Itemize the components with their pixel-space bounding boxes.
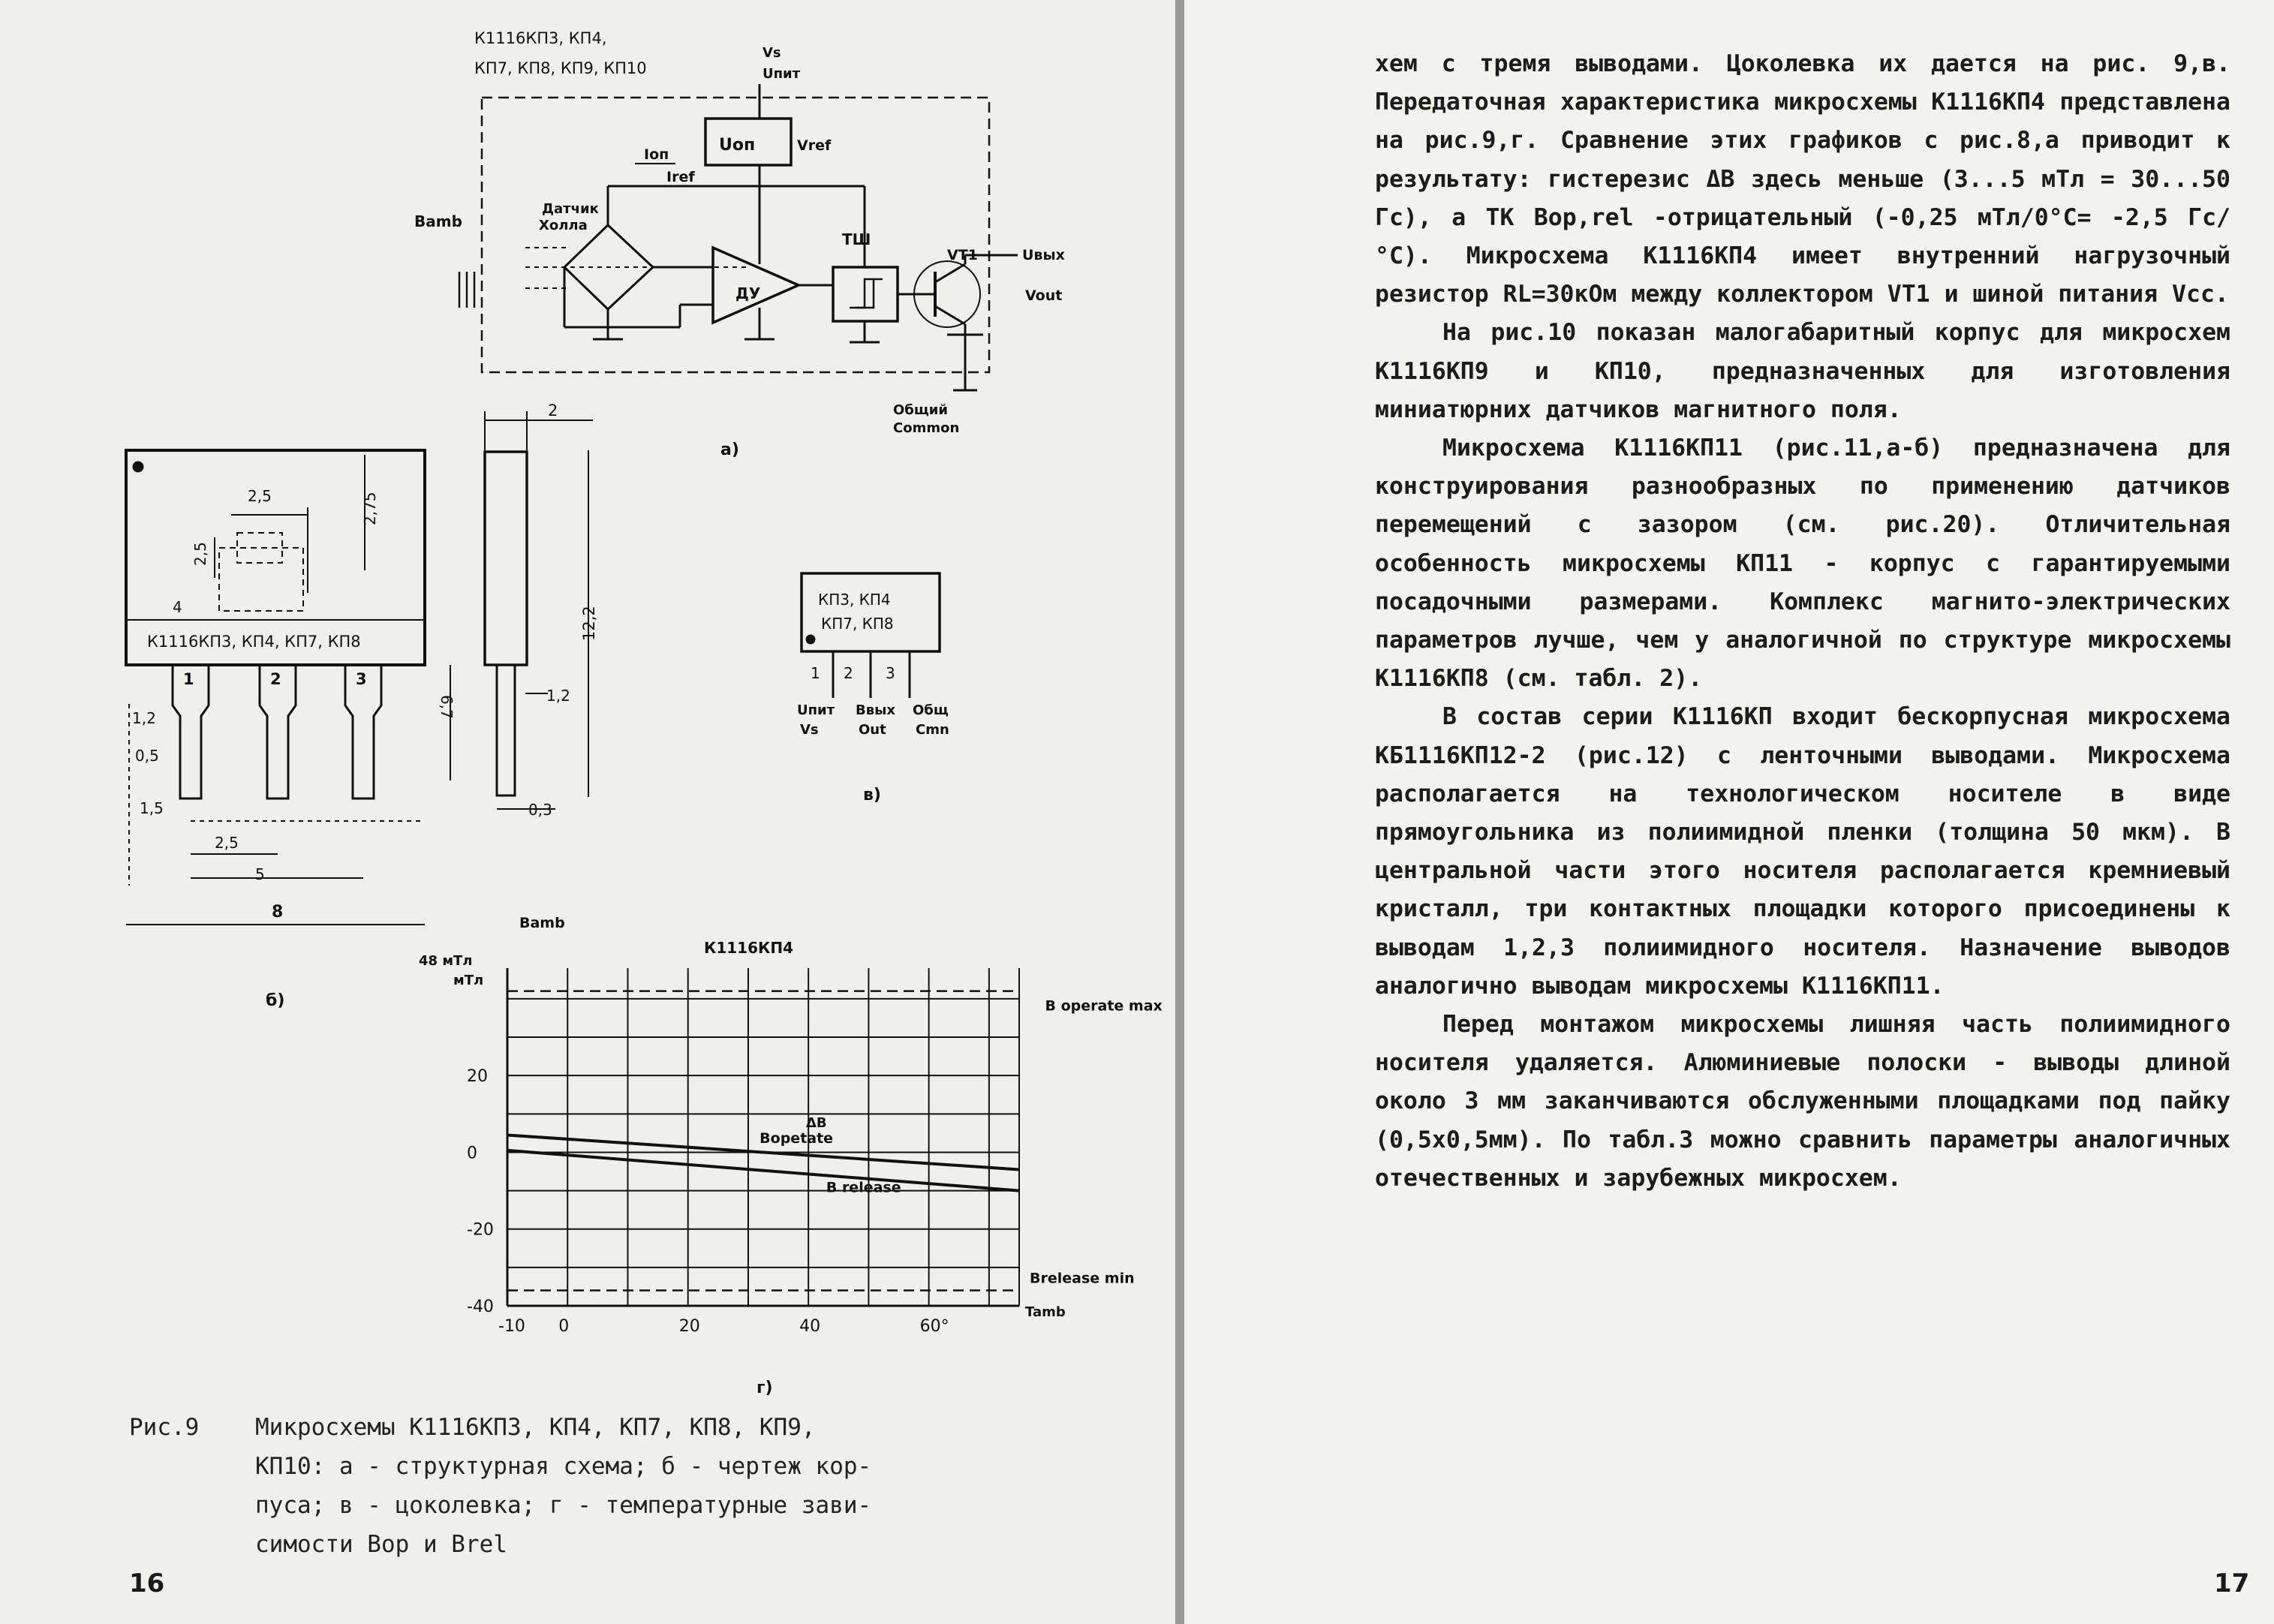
fig-v-p3-ru: Общ bbox=[913, 702, 949, 718]
chart-series-label: B operate max bbox=[1045, 997, 1163, 1015]
chart-y-unit-2: мТл bbox=[453, 973, 484, 988]
fig-v-p2-en: Out bbox=[859, 722, 886, 738]
fig-b-part-label: К1116КП3, КП4, КП7, КП8 bbox=[147, 633, 361, 651]
fig-a-iref: Iref bbox=[666, 169, 695, 185]
paragraph-5: Перед монтажом микросхемы лишняя часть полиимидного носителя удаляется. Алюминиевые полоски - выводы длиной около 3 мм заканчиваются обслуженными площадками под пайку (0,5х0,5мм). По табл.3 можно сравнить параметры аналогичных отечественных и зарубежных микросхем. bbox=[1375, 1011, 2230, 1192]
chart-x-tick-label: -10 bbox=[498, 1317, 525, 1336]
fig-v-p3-en: Cmn bbox=[916, 722, 949, 738]
fig-a-uvyh: Uвых bbox=[1022, 247, 1065, 263]
fig-b-dim-2: 2 bbox=[548, 401, 558, 420]
page-number-left: 16 bbox=[129, 1568, 165, 1598]
paragraph-2: На рис.10 показан малогабаритный корпус для микросхем К1116КП9 и КП10, предназначенных для изготовления миниатюрних датчиков магнитного поля. bbox=[1375, 319, 2230, 423]
chart-y-tick-label: -20 bbox=[467, 1220, 494, 1240]
fig-a-header-2: КП7, КП8, КП9, КП10 bbox=[474, 59, 647, 77]
chart-y-tick-label: -40 bbox=[467, 1298, 494, 1316]
paragraph-3: Микросхема К1116КП11 (рис.11,а-б) предназначена для конструирования разнообразных по применению датчиков перемещений с зазором (см. рис.20). Отличительная особенность микросхемы КП11 - корпус с гарантируемыми посадочными размерами. Комплекс магнито-электрических параметров лучше, чем у аналогичной по структуре микросхемы К1116КП8 (см. табл. 2). bbox=[1375, 435, 2230, 693]
fig-b-dim-1-5: 1,5 bbox=[140, 799, 164, 817]
chart-ylabel: Bamb bbox=[519, 915, 565, 931]
fig-b-dim-1-2-b: 1,2 bbox=[546, 687, 570, 705]
fig-b-dim-2-5-c: 2,5 bbox=[215, 834, 239, 852]
caption-line-2: КП10: а - структурная схема; б - чертеж кор- bbox=[255, 1453, 872, 1480]
fig-a-scheme bbox=[414, 29, 1065, 459]
fig-b-dim-4: 4 bbox=[173, 598, 182, 616]
fig-b-dim-12-2: 12,2 bbox=[580, 606, 598, 641]
fig-a-common-ru: Общий bbox=[893, 402, 948, 418]
fig-a-du: ДУ bbox=[735, 284, 761, 302]
caption-line-1: Микросхемы К1116КП3, КП4, КП7, КП8, КП9, bbox=[255, 1414, 816, 1441]
chart-x-tick-label: 0 bbox=[558, 1317, 570, 1336]
fig-v-pin-2: 2 bbox=[844, 664, 853, 682]
fig-v-sub-label: в) bbox=[863, 786, 881, 804]
fig-b-dim-5: 5 bbox=[255, 865, 265, 883]
right-page bbox=[1184, 0, 2274, 1624]
fig-v-p1-ru: Uпит bbox=[797, 702, 835, 718]
fig-b-dim-2-75: 2,75 bbox=[361, 492, 379, 525]
right-page-text bbox=[1375, 45, 2230, 1198]
fig-b-pin-1-label: 1 bbox=[183, 670, 194, 688]
fig-a-bamb: Bamb bbox=[414, 212, 462, 230]
fig-b-side-view bbox=[485, 452, 527, 665]
book-gutter bbox=[1175, 0, 1184, 1624]
chart-series-b-release bbox=[507, 1150, 1019, 1191]
fig-v-line-1: КП3, КП4 bbox=[818, 591, 891, 609]
fig-b-dim-1-2-a: 1,2 bbox=[132, 709, 156, 727]
fig-b-dim-b: 8 bbox=[272, 903, 284, 922]
chart-series-label: Brelease min bbox=[1030, 1270, 1135, 1287]
chart-series-label: B release bbox=[826, 1179, 901, 1196]
fig-v-body bbox=[802, 573, 940, 651]
chart-y-tick-label: 0 bbox=[467, 1144, 477, 1163]
fig-a-upit: Uпит bbox=[763, 66, 801, 82]
fig-b-dim-0-5: 0,5 bbox=[135, 747, 159, 765]
fig-b-pin-2-label: 2 bbox=[270, 670, 281, 688]
fig-b-dim-2-5-b: 2,5 bbox=[191, 542, 209, 566]
chart-x-tick-label: 20 bbox=[678, 1317, 700, 1336]
fig-b-dim-6-7: 6,7 bbox=[438, 695, 456, 719]
caption-line-3: пуса; в - цоколевка; г - температурные зави- bbox=[255, 1492, 872, 1519]
paragraph-1: хем с тремя выводами. Цоколевка их дается на рис. 9,в. Передаточная характеристика микросхемы К1116КП4 представлена на рис.9,г. Сравнение этих графиков с рис.8,а приводит к результату: гистерезис ΔB здесь меньше (3...5 мТл = 30...50 Гс), а ТК Bop,rel -отрицательный (-0,25 мТл/0°С= -2,5 Гс/°С). Микросхема К1116КП4 имеет внутренний нагрузочный резистор RL=30кОм между коллектором VT1 и шиной питания Vcc. bbox=[1375, 50, 2230, 308]
fig-a-uop: Uоп bbox=[719, 136, 756, 155]
chart-y-tick-label: 20 bbox=[467, 1067, 488, 1087]
caption-line-4: симости Bop и Brel bbox=[255, 1531, 507, 1558]
chart-xlabel: Tamb bbox=[1025, 1304, 1066, 1320]
fig-g-chart bbox=[419, 915, 1163, 1397]
chart-x-tick-label: 40 bbox=[799, 1317, 821, 1336]
fig-a-vout: Vout bbox=[1025, 287, 1063, 304]
chart-annotation-delta-b: ΔB bbox=[806, 1115, 827, 1131]
page-number-right: 17 bbox=[2214, 1568, 2250, 1598]
caption-text bbox=[255, 1408, 1006, 1564]
chart-series-label: Bopetate bbox=[760, 1130, 834, 1147]
fig-a-vs: Vs bbox=[763, 45, 781, 61]
fig-v-pinout bbox=[797, 573, 949, 804]
fig-b-sub-label: б) bbox=[266, 991, 285, 1010]
fig-a-sub-label: а) bbox=[720, 441, 739, 459]
chart-sub-label: г) bbox=[756, 1379, 773, 1397]
fig-a-header-1: К1116КП3, КП4, bbox=[474, 29, 607, 47]
fig-a-vt1: VT1 bbox=[947, 247, 978, 263]
fig-a-vref: Vref bbox=[797, 137, 832, 154]
chart-title: К1116КП4 bbox=[704, 939, 794, 957]
chart-y-unit-1: 48 мТл bbox=[419, 953, 473, 969]
caption-label: Рис.9 bbox=[129, 1414, 200, 1441]
fig-a-common-en: Common bbox=[893, 420, 960, 436]
fig-b-pin-3-label: 3 bbox=[356, 670, 367, 688]
fig-v-line-2: КП7, КП8 bbox=[821, 615, 894, 633]
fig-b-dim-2-5-a: 2,5 bbox=[248, 487, 272, 505]
fig-v-p2-ru: Bвых bbox=[856, 702, 895, 718]
fig-b-dim-0-3: 0,3 bbox=[528, 801, 552, 819]
fig-v-pin-3: 3 bbox=[886, 664, 895, 682]
fig-v-p1-en: Vs bbox=[800, 722, 819, 738]
fig-a-hall-2: Холла bbox=[539, 218, 588, 233]
fig-v-pin-1: 1 bbox=[811, 664, 820, 682]
fig-a-hall-1: Датчик bbox=[542, 201, 599, 217]
fig-a-tsh: ТШ bbox=[842, 230, 871, 248]
chart-x-tick-label: 60° bbox=[919, 1317, 949, 1336]
paragraph-4: В состав серии К1116КП входит бескорпусная микросхема КБ1116КП12-2 (рис.12) с ленточными выводами. Микросхема располагается на технологическом носителе в виде прямоугольника из полиимидной пленки (толщина 50 мкм). В центральной части этого носителя располагается кремниевый кристалл, три контактных площадки которого присоединены к выводам 1,2,3 полиимидного носителя. Назначение выводов аналогично выводам микросхемы К1116КП11. bbox=[1375, 703, 2230, 1000]
fig-a-iop: Iоп bbox=[644, 146, 669, 163]
chart-marks bbox=[467, 991, 1163, 1336]
